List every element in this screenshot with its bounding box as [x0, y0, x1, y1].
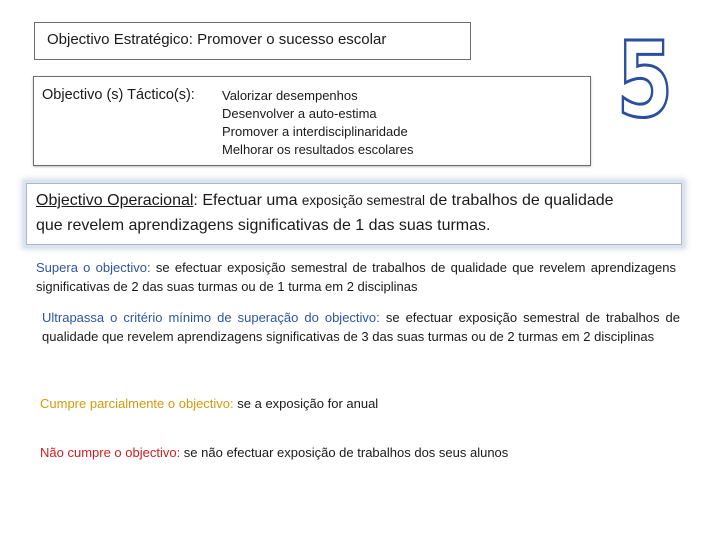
criterion-label: Supera o objectivo: [36, 260, 151, 275]
criterion-text: se efectuar exposição semestral de trabalhos de qualidade que revelem aprendizagens significativas de 2 das suas turmas ou de 1 turma em 2 disciplinas [36, 260, 676, 294]
tactical-objectives-list [222, 87, 413, 159]
number-five-badge [616, 34, 674, 122]
criterion-supera [36, 258, 676, 296]
tactical-item: Valorizar desempenhos [222, 88, 358, 103]
operational-text-small: exposição semestral [301, 193, 425, 208]
operational-text-line2: que revelem aprendizagens significativas de 1 das suas turmas. [36, 217, 491, 234]
tactical-item: Desenvolver a auto-estima [222, 106, 377, 121]
criterion-ultrapassa [42, 308, 680, 346]
tactical-item: Promover a interdisciplinaridade [222, 124, 408, 139]
operational-text: Efectuar uma [202, 192, 302, 209]
operational-colon: : [193, 192, 203, 209]
criterion-nao-cumpre [40, 443, 680, 462]
strategic-objective-box [34, 22, 471, 60]
criterion-label: Cumpre parcialmente o objectivo: [40, 396, 234, 411]
operational-objective-title: Objectivo Operacional [36, 192, 194, 209]
tactical-item: Melhorar os resultados escolares [222, 142, 414, 157]
criterion-text: se a exposição for anual [233, 396, 379, 411]
criterion-label: Ultrapassa o critério mínimo de superação do objectivo: [42, 310, 380, 325]
criterion-text: se efectuar exposição semestral de trabalhos de qualidade que revelem aprendizagens significativas de 3 das suas turmas ou de 2 turmas em 2 disciplinas [42, 310, 680, 344]
tactical-objectives-box [33, 76, 591, 166]
strategic-objective-text: Objectivo Estratégico: Promover o sucesso escolar [47, 31, 387, 48]
criterion-label: Não cumpre o objectivo: [40, 445, 181, 460]
tactical-objectives-label: Objectivo (s) Táctico(s): [42, 87, 195, 103]
operational-objective-box [26, 183, 682, 245]
operational-text: de trabalhos de qualidade [424, 192, 614, 209]
number-five-glyph: 5 [616, 34, 674, 122]
criterion-text: se não efectuar exposição de trabalhos dos seus alunos [180, 445, 509, 460]
criterion-parcial [40, 394, 680, 413]
